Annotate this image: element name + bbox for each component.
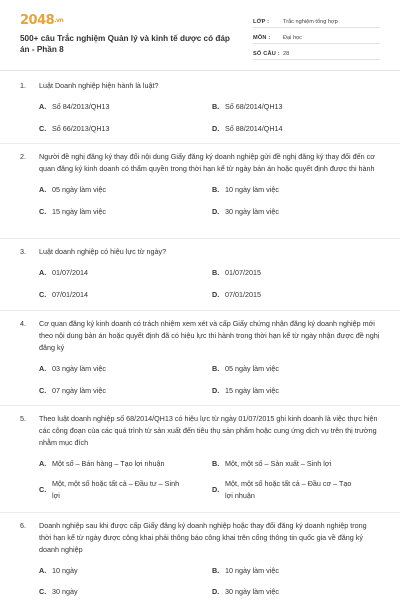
option-letter: B. [212, 459, 220, 468]
logo-main-text: 2048 [20, 13, 55, 28]
meta-row-question-count [253, 44, 380, 60]
answer-options [39, 101, 380, 141]
option-letter: A. [39, 268, 47, 277]
answer-option-d[interactable] [212, 385, 360, 397]
question-text: Cơ quan đăng ký kinh doanh có trách nhiệm xem xét và cấp Giấy chứng nhận đăng ký doanh nghiệp mới theo nội dung bản án hoặc quyết định đã có hiệu lực thi hành trong thời hạn kể từ ngày nhận được đề nghị đăng ký [39, 319, 380, 352]
question-number: 4. [20, 319, 26, 328]
question-text: Theo luật doanh nghiệp số 68/2014/QH13 có hiệu lực từ ngày 01/07/2015 ghi kinh doanh là việc thực hiện các công đoạn của các quá trình từ sản xuất đến tiêu thụ sản phẩm hoặc cung ứng dịch vụ trên thị trường nhằm mục đích [39, 414, 378, 447]
option-letter: C. [39, 207, 47, 216]
question-text: Luật doanh nghiệp có hiệu lực từ ngày? [39, 247, 167, 256]
option-text: Số 66/2013/QH13 [52, 124, 110, 133]
meta-value: Đại học [283, 35, 302, 41]
answer-option-d[interactable] [212, 586, 360, 598]
question-number: 1. [20, 81, 26, 90]
document-title: 500+ câu Trắc nghiệm Quản lý và kinh tế dược có đáp án - Phần 8 [20, 34, 230, 54]
question-number: 5. [20, 414, 26, 423]
option-letter: B. [212, 102, 220, 111]
option-text: 01/07/2014 [52, 268, 88, 277]
answer-option-a[interactable] [39, 184, 187, 196]
question-3 [0, 246, 400, 307]
answer-option-a[interactable] [39, 267, 187, 279]
option-text: 05 ngày làm việc [52, 185, 106, 194]
question-4 [0, 318, 400, 403]
option-text: 15 ngày làm việc [52, 207, 106, 216]
option-letter: D. [212, 485, 220, 494]
meta-label: MÔN : [253, 35, 271, 41]
answer-option-a[interactable] [39, 101, 187, 113]
question-text-row [20, 520, 380, 556]
option-letter: C. [39, 485, 47, 494]
option-text: 07/01/2015 [225, 290, 261, 299]
option-text: 10 ngày làm việc [225, 185, 279, 194]
question-text-row [20, 413, 380, 449]
site-logo[interactable] [20, 13, 63, 28]
option-text: 10 ngày làm việc [225, 566, 279, 575]
logo-suffix-text: .vn [54, 17, 64, 24]
option-text: 01/07/2015 [225, 268, 261, 277]
answer-option-d[interactable] [212, 478, 360, 502]
question-separator [0, 512, 400, 513]
option-text: 07 ngày làm việc [52, 386, 106, 395]
question-number: 6. [20, 521, 26, 530]
option-letter: B. [212, 185, 220, 194]
answer-option-b[interactable] [212, 565, 360, 577]
answer-option-d[interactable] [212, 289, 360, 301]
option-text: 30 ngày [52, 587, 78, 596]
option-text: Số 88/2014/QH14 [225, 124, 283, 133]
answer-option-a[interactable] [39, 363, 187, 375]
question-text: Doanh nghiệp sau khi được cấp Giấy đăng ký doanh nghiệp hoặc thay đổi đăng ký doanh nghiệp trong thời hạn kể từ ngày được công khai phải thông báo công khai trên cổng thông tin quốc gia về đăng ký doanh nghiệp [39, 521, 367, 554]
meta-value: Trắc nghiệm tổng hợp [283, 19, 338, 25]
option-text: Số 84/2013/QH13 [52, 102, 110, 111]
option-letter: C. [39, 124, 47, 133]
answer-options [39, 363, 380, 403]
answer-option-d[interactable] [212, 206, 360, 218]
option-letter: A. [39, 364, 47, 373]
meta-value: 28 [283, 51, 290, 57]
option-letter: D. [212, 587, 220, 596]
question-text-row [20, 246, 380, 258]
option-letter: A. [39, 185, 47, 194]
document-meta [253, 12, 380, 60]
option-letter: B. [212, 566, 220, 575]
option-text: 15 ngày làm việc [225, 386, 279, 395]
answer-option-c[interactable] [39, 206, 187, 218]
option-text: 03 ngày làm việc [52, 364, 106, 373]
answer-options [39, 458, 380, 508]
header-divider [0, 70, 400, 71]
answer-option-b[interactable] [212, 184, 360, 196]
answer-option-a[interactable] [39, 458, 187, 470]
question-number: 3. [20, 247, 26, 256]
answer-option-b[interactable] [212, 363, 360, 375]
option-text: 05 ngày làm việc [225, 364, 279, 373]
meta-row-subject [253, 28, 380, 44]
question-text-row [20, 151, 380, 175]
option-text: 10 ngày [52, 566, 78, 575]
question-1 [0, 80, 400, 141]
option-text: 07/01/2014 [52, 290, 88, 299]
meta-label: LỚP : [253, 19, 270, 25]
option-text: Một, một số – Sản xuất – Sinh lợi [225, 459, 332, 468]
option-text: Một, một số hoặc tất cả – Đầu tư – Sinh lợi [52, 479, 180, 500]
option-letter: C. [39, 587, 47, 596]
option-letter: A. [39, 566, 47, 575]
page-header [0, 0, 400, 74]
option-letter: D. [212, 386, 220, 395]
option-text: 30 ngày làm việc [225, 587, 279, 596]
answer-option-c[interactable] [39, 123, 187, 135]
question-separator [0, 238, 400, 239]
question-text-row [20, 318, 380, 354]
question-6 [0, 520, 400, 600]
option-text: 30 ngày làm việc [225, 207, 279, 216]
option-letter: D. [212, 207, 220, 216]
question-separator [0, 405, 400, 406]
question-text-row [20, 80, 380, 92]
option-letter: C. [39, 386, 47, 395]
question-2 [0, 151, 400, 224]
answer-option-b[interactable] [212, 101, 360, 113]
answer-option-c[interactable] [39, 289, 187, 301]
question-text: Người đề nghị đăng ký thay đổi nội dung Giấy đăng ký doanh nghiệp gửi đề nghị đăng ký thay đổi đến cơ quan đăng ký kinh doanh có thẩm quyền trong thời hạn kể từ ngày bản án hoặc quyết định được thi hành [39, 152, 375, 173]
question-text: Luật Doanh nghiệp hiện hành là luật? [39, 81, 159, 90]
answer-option-c[interactable] [39, 586, 187, 598]
answer-option-b[interactable] [212, 458, 360, 470]
option-letter: B. [212, 268, 220, 277]
question-separator [0, 310, 400, 311]
question-5 [0, 413, 400, 508]
option-text: Số 68/2014/QH13 [225, 102, 283, 111]
option-letter: D. [212, 290, 220, 299]
option-text: Một số – Bán hàng – Tạo lợi nhuận [52, 459, 165, 468]
answer-option-a[interactable] [39, 565, 187, 577]
option-letter: A. [39, 102, 47, 111]
meta-row-class [253, 12, 380, 28]
meta-label: SỐ CÂU : [253, 51, 280, 57]
answer-option-c[interactable] [39, 385, 187, 397]
answer-options [39, 267, 380, 307]
question-number: 2. [20, 152, 26, 161]
option-letter: A. [39, 459, 47, 468]
answer-options [39, 184, 380, 224]
answer-options [39, 565, 380, 600]
answer-option-c[interactable] [39, 478, 187, 502]
question-separator [0, 143, 400, 144]
option-letter: C. [39, 290, 47, 299]
answer-option-d[interactable] [212, 123, 360, 135]
option-text: Một, một số hoặc tất cả – Đầu cơ – Tạo lợi nhuận [225, 479, 352, 500]
option-letter: D. [212, 124, 220, 133]
answer-option-b[interactable] [212, 267, 360, 279]
option-letter: B. [212, 364, 220, 373]
